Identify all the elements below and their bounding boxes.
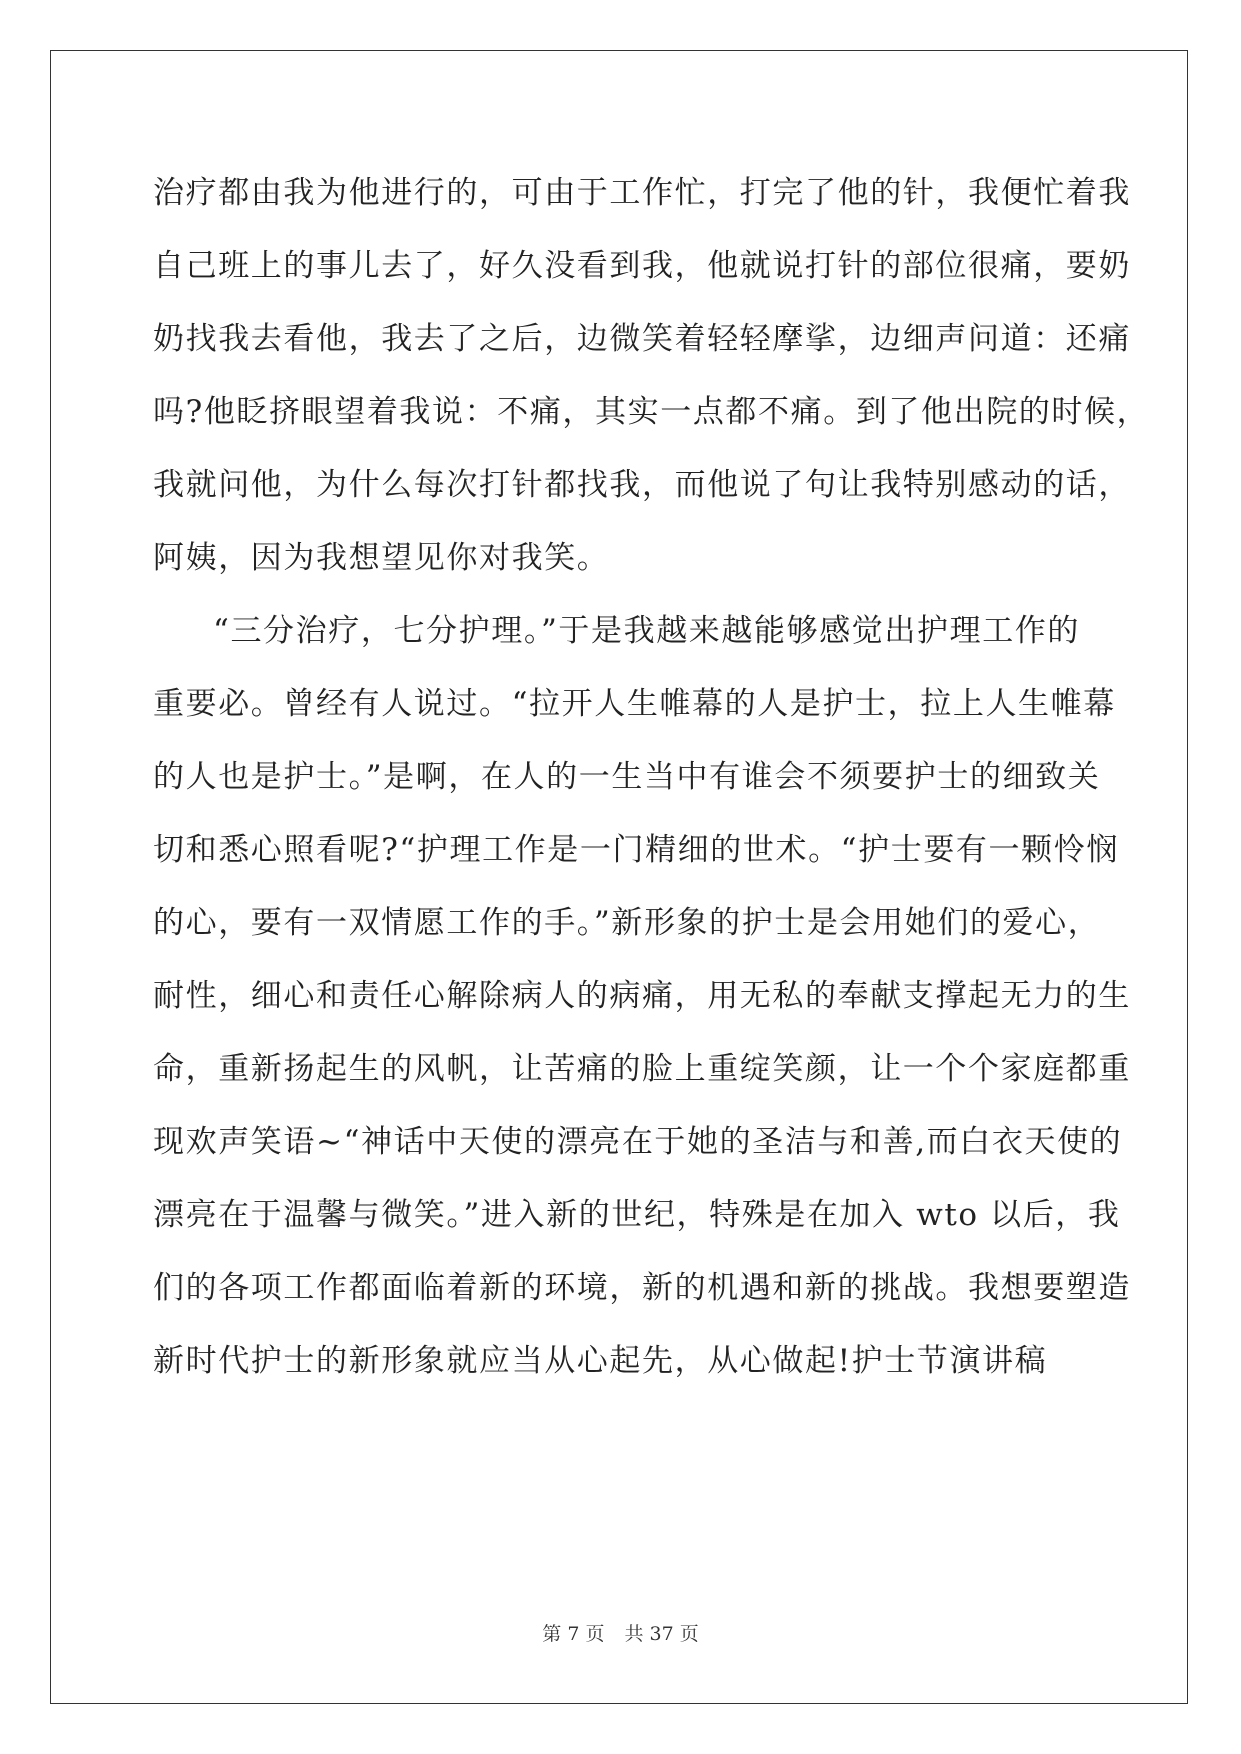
total-pages: 共 37 页 (624, 1623, 699, 1645)
text-line: 耐性，细心和责任心解除病人的病痛，用无私的奉献支撑起无力的生 (153, 978, 1131, 1014)
text-line: 的人也是护士。”是啊，在人的一生当中有谁会不须要护士的细致关 (153, 759, 1101, 795)
page-frame (50, 50, 1188, 1704)
text-line: 奶找我去看他，我去了之后，边微笑着轻轻摩挲，边细声问道：还痛 (153, 321, 1131, 357)
text-line: 现欢声笑语~“神话中天使的漂亮在于她的圣洁与和善,而白衣天使的 (153, 1124, 1123, 1160)
paragraph-start-line: “三分治疗，七分护理。”于是我越来越能够感觉出护理工作的 (213, 613, 1080, 649)
text-line: 我就问他，为什么每次打针都找我，而他说了句让我特别感动的话， (153, 467, 1131, 503)
text-line: 重要必。曾经有人说过。“拉开人生帷幕的人是护士，拉上人生帷幕 (153, 686, 1116, 722)
page-number: 第 7 页 (542, 1623, 605, 1645)
page-footer (0, 1620, 1241, 1648)
text-line: 的心，要有一双情愿工作的手。”新形象的护士是会用她们的爱心， (153, 905, 1101, 941)
text-line: 命，重新扬起生的风帆，让苦痛的脸上重绽笑颜，让一个个家庭都重 (153, 1051, 1131, 1087)
text-line: 吗?他眨挤眼望着我说：不痛，其实一点都不痛。到了他出院的时候， (153, 394, 1150, 430)
text-line: 自己班上的事儿去了，好久没看到我，他就说打针的部位很痛，要奶 (153, 248, 1131, 284)
text-line: 新时代护士的新形象就应当从心起先，从心做起!护士节演讲稿 (153, 1343, 1048, 1379)
text-line: 阿姨，因为我想望见你对我笑。 (153, 540, 610, 576)
text-line: 治疗都由我为他进行的，可由于工作忙，打完了他的针，我便忙着我 (153, 175, 1131, 211)
text-line: 切和悉心照看呢?“护理工作是一门精细的世术。“护士要有一颗怜悯 (153, 832, 1119, 868)
text-line: 漂亮在于温馨与微笑。”进入新的世纪，特殊是在加入 wto 以后，我 (153, 1197, 1121, 1233)
text-line: 们的各项工作都面临着新的环境，新的机遇和新的挑战。我想要塑造 (153, 1270, 1131, 1306)
